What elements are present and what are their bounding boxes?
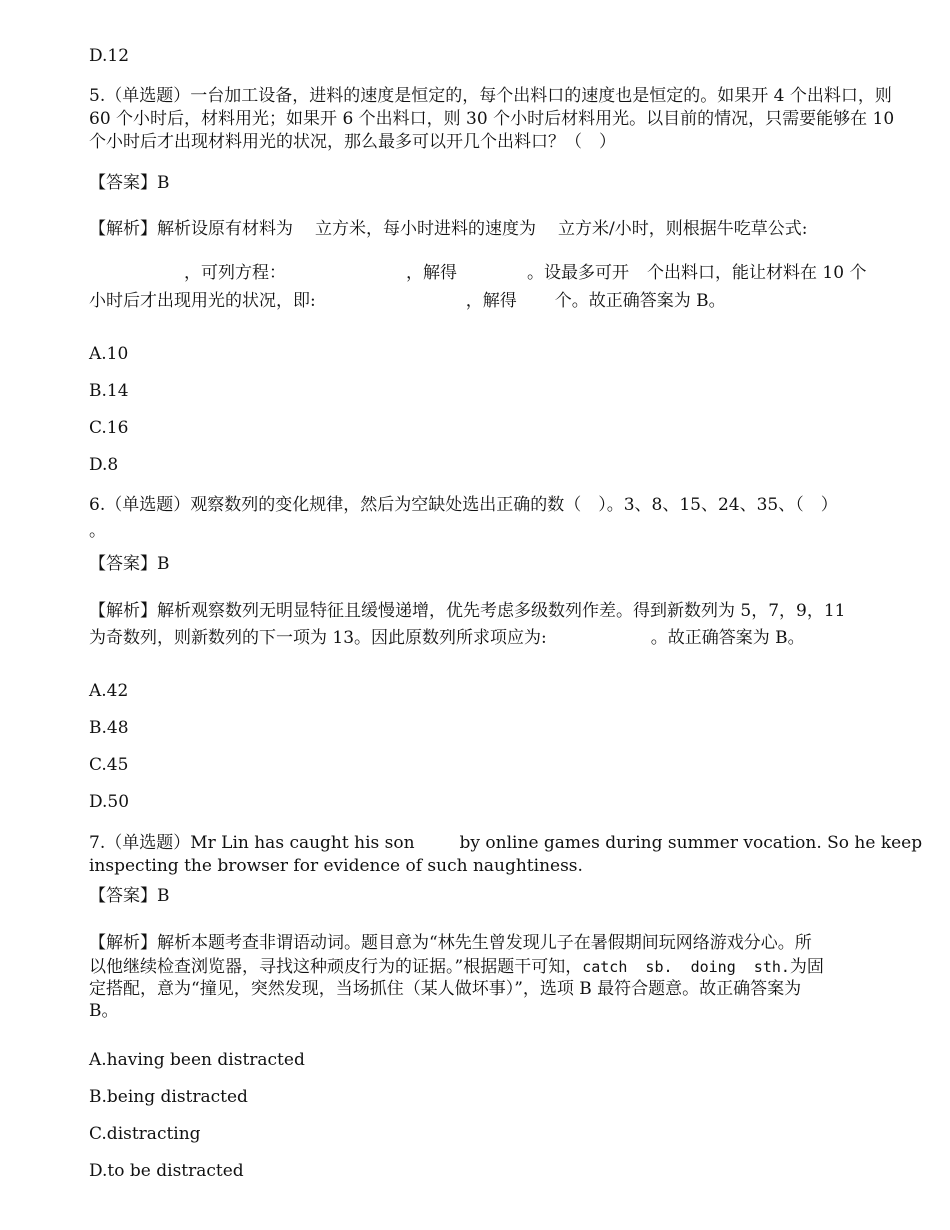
q5-option-c: C.16 <box>89 418 129 438</box>
q7-analysis-line-1: 【解析】解析本题考查非谓语动词。题目意为“林先生曾发现儿子在暑假期间玩网络游戏分心。所 <box>89 933 812 953</box>
q6-analysis-text: 为奇数列，则新数列的下一项为 13。因此原数列所求项应为: <box>89 628 547 648</box>
q6-analysis-line-2 <box>89 627 904 649</box>
q5-analysis-text: 。设最多可开 <box>527 263 629 283</box>
q7-answer: 【答案】B <box>89 886 170 906</box>
q7-stem-text: 7.（单选题）Mr Lin has caught his son <box>89 833 415 853</box>
q4-option-d: D.12 <box>89 46 130 66</box>
q5-analysis-text: ，解得 <box>406 263 457 283</box>
q6-option-b: B.48 <box>89 718 129 738</box>
q5-analysis-line-1 <box>89 218 904 240</box>
q5-analysis-text: 个。故正确答案为 B。 <box>554 291 726 311</box>
q5-analysis-line-3 <box>89 290 904 312</box>
q7-analysis-phrase: catch sb. doing sth. <box>582 958 790 976</box>
q5-option-d: D.8 <box>89 455 119 475</box>
q5-analysis-text: 立方米，每小时进料的速度为 <box>315 219 536 239</box>
q7-analysis-line-2 <box>89 956 904 978</box>
q6-analysis-line-1: 【解析】解析观察数列无明显特征且缓慢递增，优先考虑多级数列作差。得到新数列为 5，7，9，11 <box>89 601 846 621</box>
q5-analysis-line-2 <box>89 262 904 284</box>
q5-analysis-text: 【解析】解析设原有材料为 <box>89 219 293 239</box>
q5-analysis-text: ，解得 <box>465 291 517 311</box>
q6-analysis-text: 。故正确答案为 B。 <box>650 628 805 648</box>
q7-option-b: B.being distracted <box>89 1087 248 1107</box>
q7-analysis-text: 以他继续检查浏览器，寻找这种顽皮行为的证据。”根据题干可知， <box>89 957 583 977</box>
q6-stem-line-1: 6.（单选题）观察数列的变化规律，然后为空缺处选出正确的数（ ）。3、8、15、24、35、（ ） <box>89 495 838 515</box>
q7-analysis-text: 为固 <box>789 957 824 977</box>
q7-option-d: D.to be distracted <box>89 1161 244 1181</box>
q5-option-a: A.10 <box>89 344 129 364</box>
q5-analysis-text: 小时后才出现用光的状况，即: <box>89 291 316 311</box>
q6-option-a: A.42 <box>89 681 129 701</box>
q5-stem: 5.（单选题）一台加工设备，进料的速度是恒定的，每个出料口的速度也是恒定的。如果开 4 个出料口，则 60 个小时后，材料用光；如果开 6 个出料口，则 30 个小时后材料用光。以目前的情况，只需要能够在 10 个小时后才出现材料用光的状况，那么最多可以开几个出料口？（ ） <box>89 86 895 152</box>
q7-stem-line-1 <box>89 832 923 854</box>
q6-stem-line-2: 。 <box>89 521 106 541</box>
q5-answer: 【答案】B <box>89 173 170 193</box>
q7-option-c: C.distracting <box>89 1124 201 1144</box>
q7-option-a: A.having been distracted <box>89 1050 305 1070</box>
q5-analysis-text: 立方米/小时，则根据牛吃草公式: <box>558 219 808 239</box>
q5-analysis-text: 个出料口，能让材料在 10 个 <box>647 263 867 283</box>
q5-analysis-text: ，可列方程： <box>184 263 286 283</box>
q7-analysis-line-4: B。 <box>89 1001 119 1021</box>
q6-answer: 【答案】B <box>89 554 170 574</box>
q6-option-c: C.45 <box>89 755 129 775</box>
q5-option-b: B.14 <box>89 381 129 401</box>
q7-analysis-line-3: 定搭配，意为“撞见，突然发现，当场抓住（某人做坏事）”，选项 B 最符合题意。故正确答案为 <box>89 979 802 999</box>
q7-stem-line-2: inspecting the browser for evidence of such naughtiness. <box>89 856 583 876</box>
q7-stem-text: by online games during summer vocation. So he keep <box>459 833 923 853</box>
q6-option-d: D.50 <box>89 792 130 812</box>
